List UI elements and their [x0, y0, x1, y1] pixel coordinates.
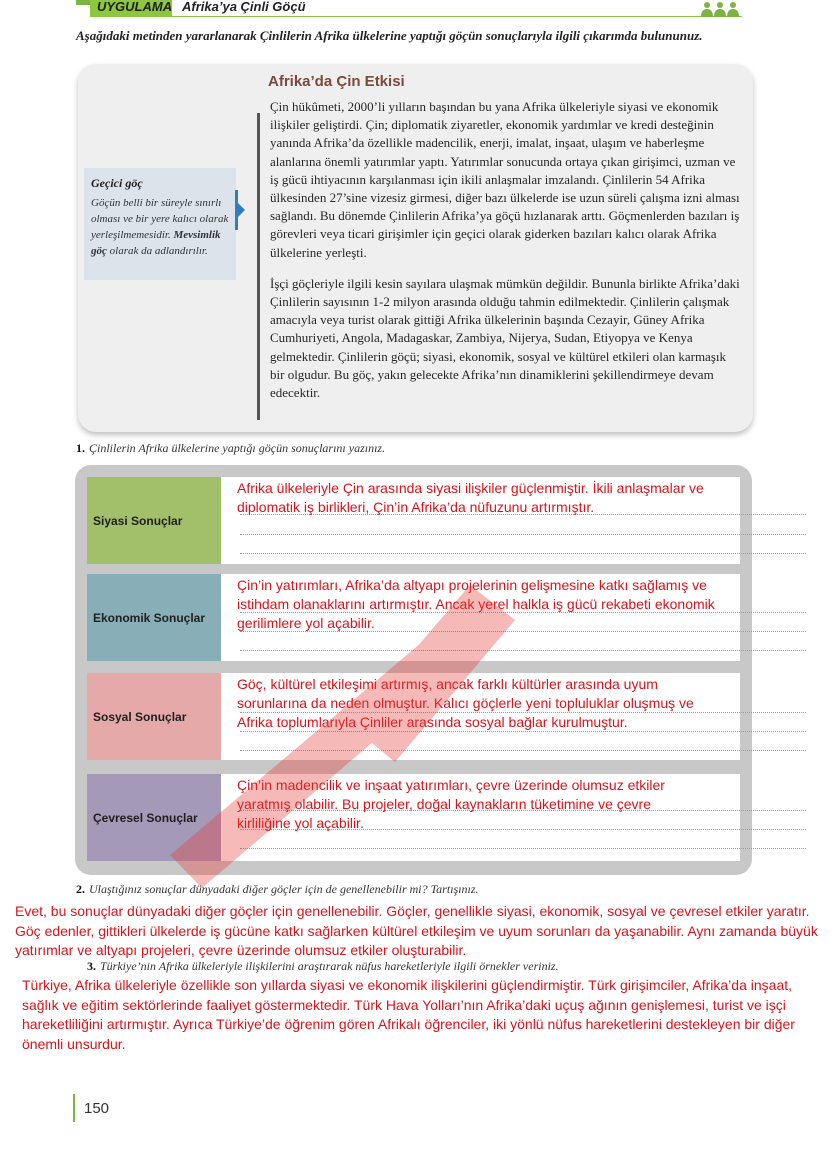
result-row-sosyal [87, 673, 740, 760]
question-2 [76, 882, 479, 897]
page-header [76, 0, 742, 22]
question-3 [87, 959, 559, 974]
result-row-cevresel [87, 774, 740, 861]
answer-line [240, 848, 806, 849]
result-row-siyasi [87, 477, 740, 564]
note-arrow-icon [238, 203, 245, 217]
section-tag: UYGULAMA [90, 0, 172, 17]
question-2-answer[interactable]: Evet, bu sonuçlar dünyadaki diğer göçler için genellenebilir. Göçler, genellikle siyasi, ekonomik, sosyal ve çevresel etkiler yaratır. Göç edenler, gittikleri ülkelerde iş gücüne katkı sağlarken kültürel etkileşim ve uyum sorunları da yaşanabilir. Aynı zamanda büyük yatırımlar ve altyapı projeleri, çevre üzerinde olumsuz etkiler oluşturabilir. [15, 903, 818, 958]
question-text: Ulaştığınız sonuçlar dünyadaki diğer göçler için de genellenebilir mi? Tartışınız. [89, 882, 479, 896]
reading-divider [257, 113, 260, 420]
note-suffix: olarak da adlandırılır. [109, 245, 208, 257]
instruction-text: Aşağıdaki metinden yararlanarak Çinlilerin Afrika ülkelerine yaptığı göçün sonuçlarıyla ilgili çıkarımda bulununuz. [76, 28, 703, 43]
result-answer[interactable]: Çin’in madencilik ve inşaat yatırımları, çevre üzerinde olumsuz etkiler yaratmış olabilir. Bu projeler, doğal kaynakların tüketimine ve çevre kirliliğine yol açabilir. [237, 777, 665, 831]
question-number: 3. [87, 959, 96, 973]
answer-line [240, 534, 806, 535]
reading-paragraph: İşçi göçleriyle ilgili kesin sayılara ulaşmak mümkün değildir. Bununla birlikte Afrika’daki Çinlilerin sayısının 1-2 milyon arasında olduğu tahmin edilmektedir. Çinlilerin çalışmak amacıyla veya turist olarak gittiği Afrika ülkelerinin başında Cezayir, Güney Afrika Cumhuriyeti, Angola, Madagaskar, Zambiya, Nijerya, Sudan, Etiyopya ve Kenya gelmektedir. Çinlilerin göçü; siyasi, ekonomik, sosyal ve kültürel etkileri olan karmaşık bir olgudur. Bu göç, yakın gelecekte Afrika’nın dinamiklerini şekillendirmeye devam edecektir. [270, 275, 740, 401]
note-definition: Göçün belli bir süreyle sınırlı olması ve bir yere kalıcı olarak yerleşilmemesidir. [91, 197, 229, 241]
result-answer[interactable]: Afrika ülkeleriyle Çin arasında siyasi ilişkiler güçlenmiştir. İkili anlaşmalar ve diplomatik iş birlikleri, Çin’in Afrika’da nüfuzunu artırmıştır. [237, 480, 704, 515]
answer-line [240, 553, 806, 554]
result-label: Çevresel Sonuçlar [87, 774, 221, 861]
question-3-answer[interactable]: Türkiye, Afrika ülkeleriyle özellikle son yıllarda siyasi ve ekonomik ilişkilerini güçlendirmiştir. Türk girişimciler, Afrika’da inşaat, sağlık ve eğitim sektörlerinde faaliyet göstermektedir. Türk Hava Yolları’nın Afrika’daki uçuş ağının genişlemesi, turist ve işçi hareketliliğini artırmıştır. Ayrıca Türkiye’de öğrenim gören Afrikalı öğrenciler, iki yönlü nüfus hareketlerini destekleyen bir diğer önemli unsurdur. [22, 977, 795, 1052]
note-term: Mevsimlik göç [91, 229, 221, 257]
note-body [91, 195, 230, 259]
result-label: Siyasi Sonuçlar [87, 477, 221, 564]
page-number-bar [73, 1094, 75, 1122]
definition-note [84, 168, 236, 280]
header-rule [172, 16, 742, 17]
reading-text [270, 98, 740, 415]
question-number: 2. [76, 882, 85, 896]
page-number: 150 [84, 1100, 110, 1117]
answer-line [240, 650, 806, 651]
question-number: 1. [76, 441, 85, 455]
question-text: Çinlilerin Afrika ülkelerine yaptığı göçün sonuçlarını yazınız. [89, 441, 386, 455]
question-text: Türkiye’nin Afrika ülkeleriyle ilişkilerini araştırarak nüfus hareketleriyle ilgili örnekler veriniz. [100, 959, 559, 973]
result-label: Sosyal Sonuçlar [87, 673, 221, 760]
header-accent [76, 0, 90, 5]
result-row-ekonomik [87, 574, 740, 661]
result-answer[interactable]: Göç, kültürel etkileşimi artırmış, ancak farklı kültürler arasında uyum sorunlarına da neden olmuştur. Kalıcı göçlerle yeni topluluklar oluşmuş ve Afrika toplumlarıyla Çinliler arasında sosyal bağlar kurulmuştur. [237, 676, 694, 730]
question-1 [76, 441, 385, 456]
section-title: Afrika’ya Çinli Göçü [182, 0, 306, 14]
result-answer[interactable]: Çin’in yatırımları, Afrika’da altyapı projelerinin gelişmesine katkı sağlamış ve istihdam olanaklarını artırmıştır. Ancak yerel halkla iş gücü rekabeti ekonomik gerilimlere yol açabilir. [237, 577, 715, 631]
result-label: Ekonomik Sonuçlar [87, 574, 221, 661]
reading-paragraph: Çin hükûmeti, 2000’li yılların başından bu yana Afrika ülkeleriyle siyasi ve ekonomik ilişkiler geliştirdi. Çin; diplomatik ziyaretler, ekonomik yardımlar ve kredi desteğinin yanında Afrika’da özellikle madencilik, enerji, imalat, inşaat, ulaşım ve haberleşme alanlarına önemli yatırımlar yaptı. Yatırımlar sonucunda ortaya çıkan girişimci, uzman ve iş gücü ihtiyacının karşılanması için ikili anlaşmalar imzalandı. Çinlilerin 54 Afrika ülkesinden 27’sine vizesiz girmesi, diğer bazı ülkelerde ise uzun süreli çalışma izni alması sağlandı. Bu dönemde Çinlilerin Afrika’ya göçü hızlanarak arttı. Göçmenlerden bazıları iş görevleri veya ticari girişimler için geçici olarak giderken bazıları kalıcı olarak Afrika ülkelerine yerleşti. [270, 99, 740, 260]
reading-title: Afrika’da Çin Etkisi [268, 73, 405, 90]
note-title: Geçici göç [91, 176, 143, 190]
answer-line [240, 750, 806, 751]
people-group-icon [700, 1, 740, 17]
